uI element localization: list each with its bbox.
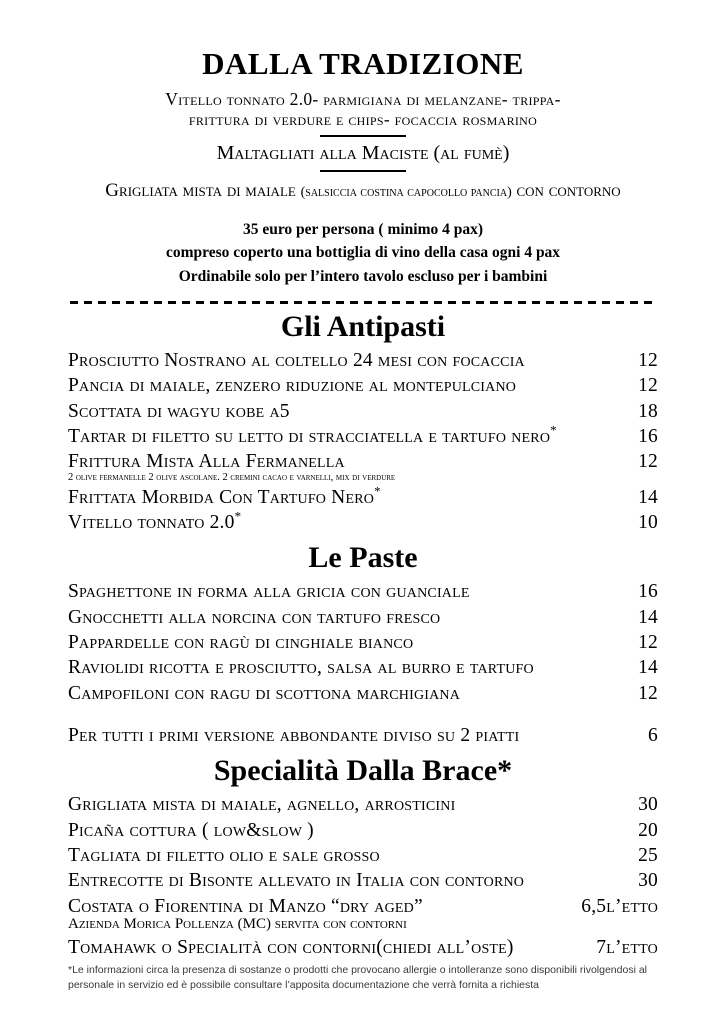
menu-item-name: Entrecotte di Bisonte allevato in Italia con contorno <box>68 870 525 892</box>
menu-item <box>68 792 658 817</box>
grigliata-end-text: con contorno <box>511 180 621 202</box>
menu-item-name-wrap <box>68 818 324 843</box>
tasting-menu-line-1: Vitello tonnato 2.0- parmigiana di melanzane- trippa- <box>165 89 561 109</box>
menu-item-name: Spaghettone in forma alla gricia con guanciale <box>68 581 470 603</box>
menu-item-name-wrap <box>68 579 480 604</box>
menu-item-name-wrap <box>68 868 534 893</box>
tasting-menu-line-2: frittura di verdure e chips- focaccia rosmarino <box>188 108 538 129</box>
pricing-line-1: 35 euro per persona ( minimo 4 pax) <box>242 221 484 239</box>
menu-item-price: 25 <box>638 845 658 867</box>
menu-item-price: 14 <box>638 657 658 679</box>
grigliata-line <box>68 180 658 202</box>
menu-item <box>68 630 658 655</box>
menu-item-name-wrap <box>68 485 391 510</box>
menu-item-name-wrap <box>68 399 300 424</box>
menu-item-price: 14 <box>638 606 658 628</box>
menu-item-note: Azienda Morica Pollenza (MC) servita con contorni <box>68 916 407 933</box>
menu-item <box>68 424 658 449</box>
menu-item-price: 20 <box>638 819 658 841</box>
menu-item-mark: * <box>550 422 557 438</box>
menu-item <box>68 935 658 960</box>
menu-item-name-wrap <box>68 605 450 630</box>
section-title: Gli Antipasti <box>280 309 446 343</box>
page-title: DALLA TRADIZIONE <box>202 46 524 81</box>
menu-item-name: Tagliata di filetto olio e sale grosso <box>68 845 380 867</box>
menu-item-row <box>68 485 658 510</box>
menu-item-name: Scottata di wagyu kobe a5 <box>68 400 290 422</box>
dashed-divider <box>70 301 656 304</box>
menu-item-row <box>68 681 658 706</box>
menu-item-price: 16 <box>638 425 658 447</box>
menu-item-name: Tomahawk o Specialità con contorni(chiedi all’oste) <box>68 936 514 958</box>
menu-item-name: Gnocchetti alla norcina con tartufo fresco <box>68 606 441 628</box>
menu-item <box>68 843 658 868</box>
menu-item-name-wrap <box>68 373 526 398</box>
section-title: Le Paste <box>308 541 418 575</box>
menu-item-price: 30 <box>638 870 658 892</box>
menu-item-name: Grigliata mista di maiale, agnello, arrosticini <box>68 794 456 816</box>
menu-item-price: 12 <box>638 349 658 371</box>
menu-item-row <box>68 510 658 535</box>
menu-item-price: 12 <box>638 451 658 473</box>
menu-item <box>68 373 658 398</box>
menu-item-name: Frittata Morbida Con Tartufo Nero <box>68 486 375 508</box>
menu-item-name-wrap <box>68 630 423 655</box>
section-items <box>68 348 658 535</box>
menu-sections <box>68 310 658 960</box>
section-title: Specialità Dalla Brace* <box>213 754 513 788</box>
menu-section <box>68 541 658 748</box>
menu-item-name: Tartar di filetto su letto di stracciatella e tartufo nero <box>68 425 551 447</box>
allergy-footnote: *Le informazioni circa la presenza di sostanze o prodotti che provocano allergie o intolleranze sono disponibili rivolgendosi al personale in servizio ed è possibile consultare l’apposita documentazione che verrà fornita a richiesta <box>68 963 648 992</box>
menu-item-row <box>68 655 658 680</box>
menu-item-name-wrap <box>68 723 529 748</box>
menu-item-name: Frittura Mista Alla Fermanella <box>68 451 345 473</box>
menu-item <box>68 605 658 630</box>
grigliata-paren-text: (salsiccia costina capocollo pancia) <box>300 185 512 201</box>
menu-item <box>68 485 658 510</box>
menu-item <box>68 723 658 748</box>
menu-item <box>68 348 658 373</box>
maltagliati-line: Maltagliati alla Maciste (al fumè) <box>216 142 510 165</box>
menu-item-name: Raviolidi ricotta e prosciutto, salsa al burro e tartufo <box>68 657 534 679</box>
menu-item-name: Prosciutto Nostrano al coltello 24 mesi con focaccia <box>68 349 525 371</box>
menu-item-row <box>68 723 658 748</box>
menu-item-name: Costata o Fiorentina di Manzo “dry aged” <box>68 895 423 917</box>
pricing-line-2: compreso coperto una bottiglia di vino della casa ogni 4 pax <box>165 244 561 262</box>
menu-item-row <box>68 843 658 868</box>
menu-item-mark: * <box>374 483 381 499</box>
menu-item-row <box>68 868 658 893</box>
menu-item-row <box>68 399 658 424</box>
menu-item-price: 16 <box>638 581 658 603</box>
menu-item <box>68 399 658 424</box>
menu-item-price: 18 <box>638 400 658 422</box>
menu-item <box>68 579 658 604</box>
menu-item-name: Vitello tonnato 2.0 <box>68 512 235 534</box>
menu-item <box>68 818 658 843</box>
menu-item-name-wrap <box>68 681 470 706</box>
menu-item-name: Per tutti i primi versione abbondante diviso su 2 piatti <box>68 725 520 747</box>
menu-item-name-wrap <box>68 449 355 474</box>
menu-pricing-info <box>68 218 658 288</box>
menu-item-row <box>68 373 658 398</box>
menu-item <box>68 449 658 482</box>
menu-item-row <box>68 935 658 960</box>
menu-item-name-wrap <box>68 792 465 817</box>
menu-item-row <box>68 605 658 630</box>
menu-item <box>68 868 658 893</box>
menu-item-name-wrap <box>68 843 390 868</box>
menu-item-row <box>68 348 658 373</box>
divider-rule <box>320 135 406 137</box>
menu-section <box>68 310 658 535</box>
menu-item-row <box>68 579 658 604</box>
menu-item-row <box>68 630 658 655</box>
menu-item-price: 7l’etto <box>596 936 658 958</box>
menu-item-name: Pancia di maiale, zenzero riduzione al montepulciano <box>68 375 517 397</box>
menu-item-price: 30 <box>638 794 658 816</box>
section-items <box>68 792 658 960</box>
menu-item <box>68 510 658 535</box>
menu-item-note: 2 olive fermanelle 2 olive ascolane. 2 cremini cacao e varnelli, mix di verdure <box>68 471 396 483</box>
menu-item-name-wrap <box>68 348 535 373</box>
menu-item-price: 12 <box>638 632 658 654</box>
menu-item-price: 14 <box>638 486 658 508</box>
menu-item-mark: * <box>234 508 242 524</box>
menu-item-name-wrap <box>68 655 544 680</box>
menu-item-row <box>68 792 658 817</box>
pricing-line-3: Ordinabile solo per l’intero tavolo escluso per i bambini <box>178 267 548 285</box>
menu-item-name: Campofiloni con ragu di scottona marchigiana <box>68 682 461 704</box>
menu-item-name: Picaña cottura ( low&slow ) <box>68 819 314 841</box>
menu-item-name-wrap <box>68 424 567 449</box>
grigliata-main-text: Grigliata mista di maiale <box>105 180 301 202</box>
menu-item-name: Pappardelle con ragù di cinghiale bianco <box>68 632 414 654</box>
menu-item-price: 12 <box>638 682 658 704</box>
divider-rule <box>320 170 406 172</box>
menu-item-price: 10 <box>638 512 658 534</box>
menu-item <box>68 681 658 706</box>
menu-item-price: 6,5l’etto <box>581 895 658 917</box>
menu-item-row <box>68 424 658 449</box>
menu-section <box>68 754 658 960</box>
menu-item-price: 6 <box>648 725 658 747</box>
menu-item-name-wrap <box>68 510 251 535</box>
menu-item-row <box>68 818 658 843</box>
section-items <box>68 579 658 748</box>
menu-item-price: 12 <box>638 375 658 397</box>
menu-item <box>68 655 658 680</box>
menu-item-name-wrap <box>68 935 524 960</box>
menu-item <box>68 894 658 933</box>
